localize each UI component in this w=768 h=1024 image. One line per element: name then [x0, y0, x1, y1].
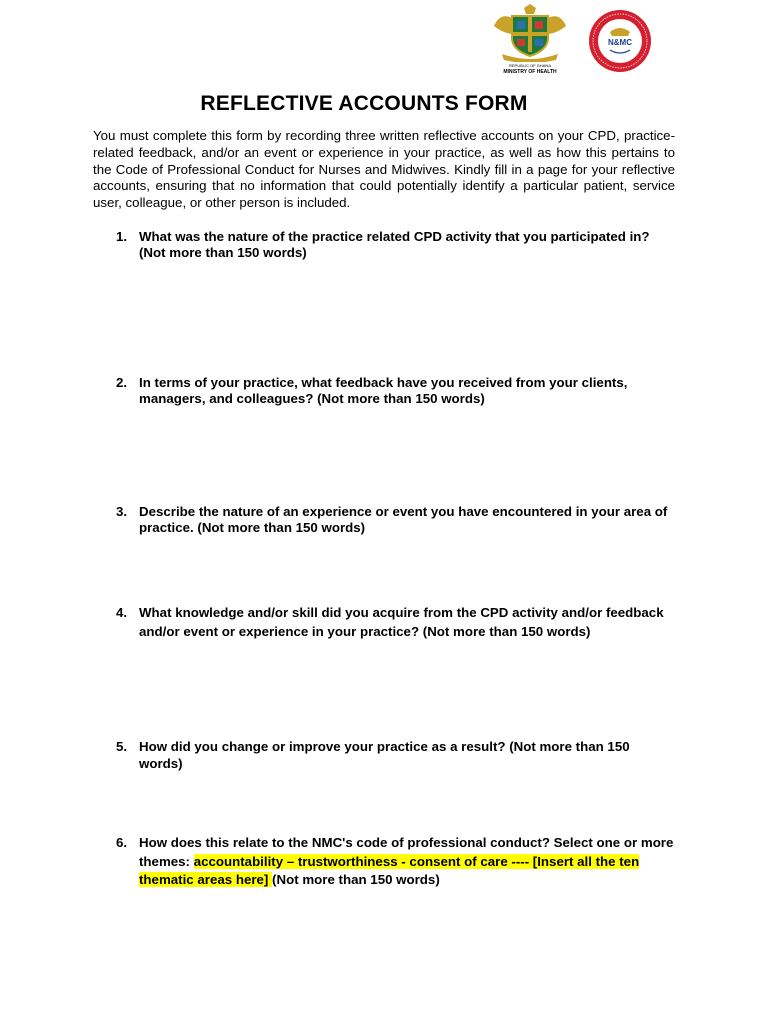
themes-highlight: accountability – trustworthiness - consent of care ---- [Insert all the ten thematic areas here] [139, 853, 640, 887]
question-text-before: How does this relate to the NMC's code of professional conduct? Select one or more themes: [139, 835, 674, 869]
question-text-after: (Not more than 150 words) [272, 872, 440, 887]
question-number: 1. [116, 229, 128, 244]
header-logos [484, 4, 660, 78]
question-text: In terms of your practice, what feedback have you received from your clients, managers, and colleagues? (Not more than 150 words) [139, 375, 628, 406]
ghana-coat-of-arms-icon [490, 4, 570, 62]
question-text: Describe the nature of an experience or event you have encountered in your area of practice. (Not more than 150 words) [139, 504, 668, 535]
question-number: 5. [116, 739, 128, 754]
question-text: How did you change or improve your practice as a result? (Not more than 150 words) [139, 739, 630, 771]
question-number: 6. [116, 835, 128, 850]
nmc-seal-text: N&MC [608, 38, 632, 47]
question-number: 4. [116, 605, 128, 620]
ministry-label: MINISTRY OF HEALTH [503, 69, 557, 75]
nmc-logo [584, 8, 656, 74]
question-number: 2. [116, 375, 128, 390]
question-text: What was the nature of the practice related CPD activity that you participated in? (Not more than 150 words) [139, 229, 650, 260]
form-title: REFLECTIVE ACCOUNTS FORM [200, 92, 528, 115]
question-text: What knowledge and/or skill did you acquire from the CPD activity and/or feedback and/or event or experience in your practice? (Not more than 150 words) [139, 605, 664, 639]
intro-paragraph: You must complete this form by recording three written reflective accounts on your CPD, practice-related feedback, and/or an event or experience in your practice, as well as how this pertains to the Code of Professional Conduct for Nurses and Midwives. Kindly fill in a page for your reflective accounts, ensuring that no information that could potentially identify a particular patient, service user, colleague, or other person is included. [93, 128, 675, 211]
nursing-midwifery-council-seal-icon [584, 8, 656, 74]
question-text [139, 834, 676, 890]
question-number: 3. [116, 504, 128, 519]
republic-label: REPUBLIC OF GHANA [508, 63, 551, 68]
ministry-of-health-logo [484, 4, 576, 78]
